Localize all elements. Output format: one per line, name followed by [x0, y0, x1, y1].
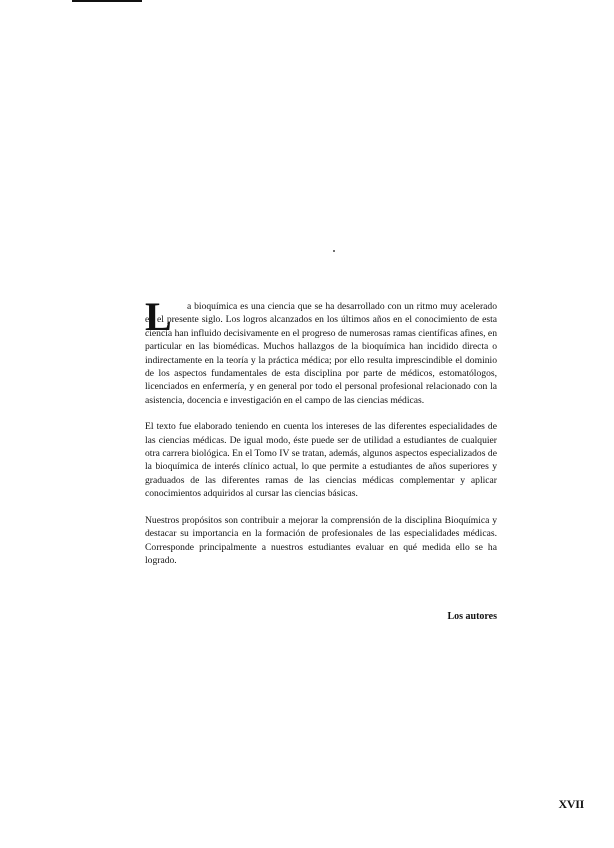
top-rule [72, 0, 142, 2]
preface-paragraph-1 [145, 294, 497, 407]
drop-cap: L [145, 294, 172, 339]
page-number: XVII [558, 797, 584, 811]
stray-dot [333, 250, 335, 252]
preface-paragraph-3: Nuestros propósitos son contribuir a mejorar la comprensión de la disciplina Bioquímica y destacar su importancia en la formación de profesionales de las especialidades médicas. Corresponde principalmente a nuestros estudiantes evaluar en qué medida ello se ha logrado. [145, 514, 497, 566]
preface-body [145, 294, 497, 580]
signature: Los autores [447, 611, 497, 622]
preface-paragraph-2: El texto fue elaborado teniendo en cuenta los intereses de las diferentes especialidades de las ciencias médicas. De igual modo, éste puede ser de utilidad a estudiantes de cualquier otra carrera biológica. En el Tomo IV se tratan, además, algunos aspectos especializados de la bioquímica de interés clínico actual, lo que permite a estudiantes de años superiores y graduados de las diferentes ramas de las ciencias médicas complementar y aplicar conocimientos adquiridos al cursar las ciencias básicas. [145, 421, 497, 500]
paragraph-text: a bioquímica es una ciencia que se ha desarrollado con un ritmo muy acelerado en el presente siglo. Los logros alcanzados en los últimos años en el conocimiento de esta ciencia han influido decisivamente en el progreso de numerosas ramas científicas afines, en particular en las biomédicas. Muchos hallazgos de la bioquímica han incidido directa o indirectamente en la teoría y la práctica médica; por ello resulta imprescindible el dominio de los aspectos fundamentales de esta disciplina por parte de médicos, estomatólogos, licenciados en enfermería, y en general por todo el personal profesional relacionado con la asistencia, docencia e investigación en el campo de las ciencias médicas. [145, 301, 497, 406]
